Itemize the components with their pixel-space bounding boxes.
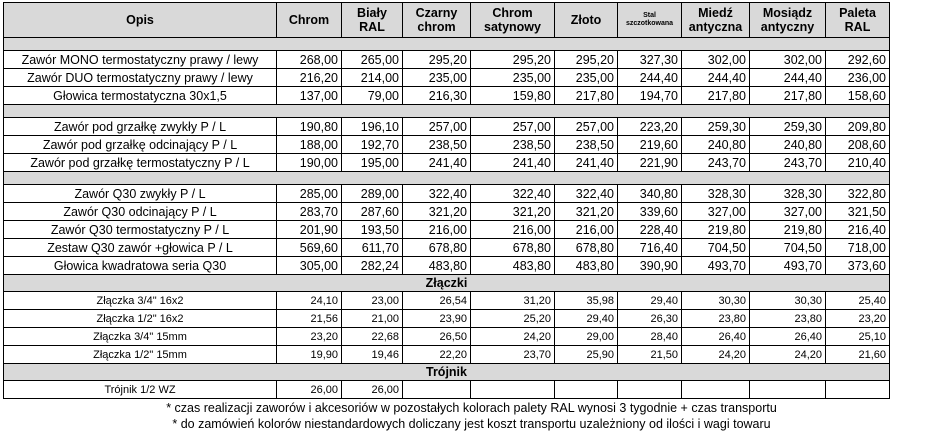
price-cell: 483,80 [471,257,555,275]
section-title: Złączki [4,275,890,292]
price-cell: 214,00 [342,69,403,87]
section-header-row [4,275,890,292]
price-cell: 302,00 [682,51,750,69]
price-cell: 238,50 [403,136,471,154]
price-cell: 217,80 [750,87,826,105]
price-cell [618,381,682,399]
price-cell: 192,70 [342,136,403,154]
price-cell: 235,00 [555,69,618,87]
price-cell: 31,20 [471,292,555,310]
price-cell: 201,90 [277,221,342,239]
price-cell: 321,50 [826,203,890,221]
price-cell: 257,00 [471,118,555,136]
price-cell: 26,40 [750,328,826,346]
price-cell: 21,00 [342,310,403,328]
price-cell: 493,70 [682,257,750,275]
price-cell: 158,60 [826,87,890,105]
price-cell: 283,70 [277,203,342,221]
price-cell: 327,30 [618,51,682,69]
price-cell: 29,40 [618,292,682,310]
price-cell: 373,60 [826,257,890,275]
price-cell: 30,30 [750,292,826,310]
price-table [3,2,890,399]
price-cell: 390,90 [618,257,682,275]
price-cell: 26,50 [403,328,471,346]
price-cell: 257,00 [403,118,471,136]
product-name-cell: Zawór MONO termostatyczny prawy / lewy [4,51,277,69]
column-header: Chrom [277,3,342,38]
price-cell: 295,20 [403,51,471,69]
price-cell: 159,80 [471,87,555,105]
price-cell: 219,60 [618,136,682,154]
product-row [4,87,890,105]
product-row [4,118,890,136]
price-cell: 193,50 [342,221,403,239]
price-cell: 321,20 [403,203,471,221]
product-name-cell: Złączka 3/4" 15mm [4,328,277,346]
price-cell: 194,70 [618,87,682,105]
price-cell: 216,20 [277,69,342,87]
price-cell: 259,30 [750,118,826,136]
price-cell: 221,90 [618,154,682,172]
price-cell: 23,80 [750,310,826,328]
price-cell: 26,40 [682,328,750,346]
price-cell: 285,00 [277,185,342,203]
price-cell: 716,40 [618,239,682,257]
price-cell: 216,00 [471,221,555,239]
product-name-cell: Zestaw Q30 zawór +głowica P / L [4,239,277,257]
price-cell: 217,80 [555,87,618,105]
section-title: Trójnik [4,364,890,381]
price-cell: 483,80 [403,257,471,275]
product-name-cell: Złączka 1/2" 16x2 [4,310,277,328]
price-cell: 340,80 [618,185,682,203]
price-cell: 23,20 [277,328,342,346]
price-cell: 282,24 [342,257,403,275]
product-name-cell: Zawór Q30 termostatyczny P / L [4,221,277,239]
price-cell: 196,10 [342,118,403,136]
price-cell: 678,80 [471,239,555,257]
product-row [4,257,890,275]
price-cell: 243,70 [750,154,826,172]
price-cell: 190,80 [277,118,342,136]
section-separator [4,105,890,118]
product-name-cell: Zawór pod grzałkę termostatyczny P / L [4,154,277,172]
price-cell: 302,00 [750,51,826,69]
price-cell: 295,20 [555,51,618,69]
column-header: Miedź antyczna [682,3,750,38]
price-cell: 678,80 [555,239,618,257]
price-cell: 23,20 [826,310,890,328]
price-cell: 216,40 [826,221,890,239]
product-name-cell: Głowica termostatyczna 30x1,5 [4,87,277,105]
product-name-cell: Zawór Q30 odcinający P / L [4,203,277,221]
price-cell: 228,40 [618,221,682,239]
price-cell: 611,70 [342,239,403,257]
price-cell: 257,00 [555,118,618,136]
product-row [4,328,890,346]
price-cell: 30,30 [682,292,750,310]
price-cell: 79,00 [342,87,403,105]
price-cell: 322,40 [555,185,618,203]
price-cell: 22,20 [403,346,471,364]
column-header: Chrom satynowy [471,3,555,38]
price-cell: 29,40 [555,310,618,328]
price-cell: 493,70 [750,257,826,275]
price-cell: 238,50 [555,136,618,154]
section-separator [4,172,890,185]
price-cell: 23,80 [682,310,750,328]
price-cell: 24,20 [471,328,555,346]
price-cell: 21,56 [277,310,342,328]
price-cell: 26,54 [403,292,471,310]
section-separator-row [4,38,890,51]
product-row [4,154,890,172]
price-cell: 188,00 [277,136,342,154]
price-cell: 235,00 [471,69,555,87]
price-cell: 569,60 [277,239,342,257]
price-cell: 19,90 [277,346,342,364]
price-cell: 25,90 [555,346,618,364]
price-cell: 35,98 [555,292,618,310]
price-cell: 243,70 [682,154,750,172]
price-cell: 209,80 [826,118,890,136]
product-name-cell: Złączka 1/2" 15mm [4,346,277,364]
product-row [4,239,890,257]
price-cell: 240,80 [750,136,826,154]
price-cell: 216,00 [555,221,618,239]
price-cell: 219,80 [750,221,826,239]
price-cell: 289,00 [342,185,403,203]
product-row [4,185,890,203]
product-row [4,381,890,399]
footnote-transport-cost: * do zamówień kolorów niestandardowych doliczany jest koszt transportu uzależniony od ilości i wagi towaru [172,417,771,431]
price-cell: 244,40 [750,69,826,87]
price-cell: 217,80 [682,87,750,105]
price-cell: 23,00 [342,292,403,310]
table-body [4,38,890,399]
price-cell: 322,40 [403,185,471,203]
price-cell: 216,30 [403,87,471,105]
header-row [4,3,890,38]
price-cell: 327,00 [750,203,826,221]
column-header: Złoto [555,3,618,38]
product-row [4,346,890,364]
column-header: Stal szczotkowana [618,3,682,38]
price-cell: 328,30 [682,185,750,203]
price-cell: 236,00 [826,69,890,87]
product-name-cell: Głowica kwadratowa seria Q30 [4,257,277,275]
price-cell: 321,20 [555,203,618,221]
section-header-row [4,364,890,381]
price-cell: 322,80 [826,185,890,203]
price-cell: 265,00 [342,51,403,69]
price-cell: 28,40 [618,328,682,346]
column-header: Mosiądz antyczny [750,3,826,38]
price-cell [471,381,555,399]
product-row [4,292,890,310]
column-header: Paleta RAL [826,3,890,38]
price-cell: 21,50 [618,346,682,364]
price-cell: 26,30 [618,310,682,328]
price-cell: 704,50 [682,239,750,257]
price-cell: 704,50 [750,239,826,257]
price-cell: 235,00 [403,69,471,87]
price-cell: 195,00 [342,154,403,172]
section-separator-row [4,172,890,185]
price-cell: 241,40 [403,154,471,172]
price-cell: 210,40 [826,154,890,172]
price-cell: 24,20 [750,346,826,364]
price-cell: 26,00 [342,381,403,399]
price-cell: 483,80 [555,257,618,275]
price-cell: 26,00 [277,381,342,399]
price-cell: 238,50 [471,136,555,154]
price-cell [555,381,618,399]
price-cell: 321,20 [471,203,555,221]
price-cell: 244,40 [618,69,682,87]
product-row [4,203,890,221]
price-cell: 216,00 [403,221,471,239]
product-name-cell: Zawór pod grzałkę odcinający P / L [4,136,277,154]
price-cell [750,381,826,399]
price-cell: 25,20 [471,310,555,328]
product-row [4,136,890,154]
product-row [4,221,890,239]
product-row [4,310,890,328]
price-cell: 208,60 [826,136,890,154]
price-cell [403,381,471,399]
product-name-cell: Trójnik 1/2 WZ [4,381,277,399]
product-name-cell: Zawór Q30 zwykły P / L [4,185,277,203]
price-cell: 339,60 [618,203,682,221]
product-name-cell: Zawór pod grzałkę zwykły P / L [4,118,277,136]
price-cell: 295,20 [471,51,555,69]
price-cell: 219,80 [682,221,750,239]
price-cell: 322,40 [471,185,555,203]
price-cell: 305,00 [277,257,342,275]
footnote-ral-lead-time: * czas realizacji zaworów i akcesoriów w pozostałych kolorach palety RAL wynosi 3 tygodnie + czas transportu [166,401,777,415]
section-separator [4,38,890,51]
price-cell: 259,30 [682,118,750,136]
price-cell: 21,60 [826,346,890,364]
price-cell: 287,60 [342,203,403,221]
product-row [4,51,890,69]
price-cell: 22,68 [342,328,403,346]
price-cell: 241,40 [555,154,618,172]
column-header: Biały RAL [342,3,403,38]
price-cell: 23,70 [471,346,555,364]
price-cell: 678,80 [403,239,471,257]
price-cell: 24,20 [682,346,750,364]
price-cell: 241,40 [471,154,555,172]
price-cell: 292,60 [826,51,890,69]
price-cell: 328,30 [750,185,826,203]
price-cell [682,381,750,399]
product-row [4,69,890,87]
price-cell: 223,20 [618,118,682,136]
section-separator-row [4,105,890,118]
price-cell: 23,90 [403,310,471,328]
price-cell: 25,40 [826,292,890,310]
product-name-cell: Zawór DUO termostatyczny prawy / lewy [4,69,277,87]
price-cell [826,381,890,399]
column-header: Opis [4,3,277,38]
price-cell: 19,46 [342,346,403,364]
price-cell: 718,00 [826,239,890,257]
column-header: Czarny chrom [403,3,471,38]
price-cell: 24,10 [277,292,342,310]
price-cell: 137,00 [277,87,342,105]
product-name-cell: Złączka 3/4" 16x2 [4,292,277,310]
price-cell: 29,00 [555,328,618,346]
price-cell: 190,00 [277,154,342,172]
price-cell: 25,10 [826,328,890,346]
price-cell: 240,80 [682,136,750,154]
price-cell: 244,40 [682,69,750,87]
price-cell: 327,00 [682,203,750,221]
price-cell: 268,00 [277,51,342,69]
